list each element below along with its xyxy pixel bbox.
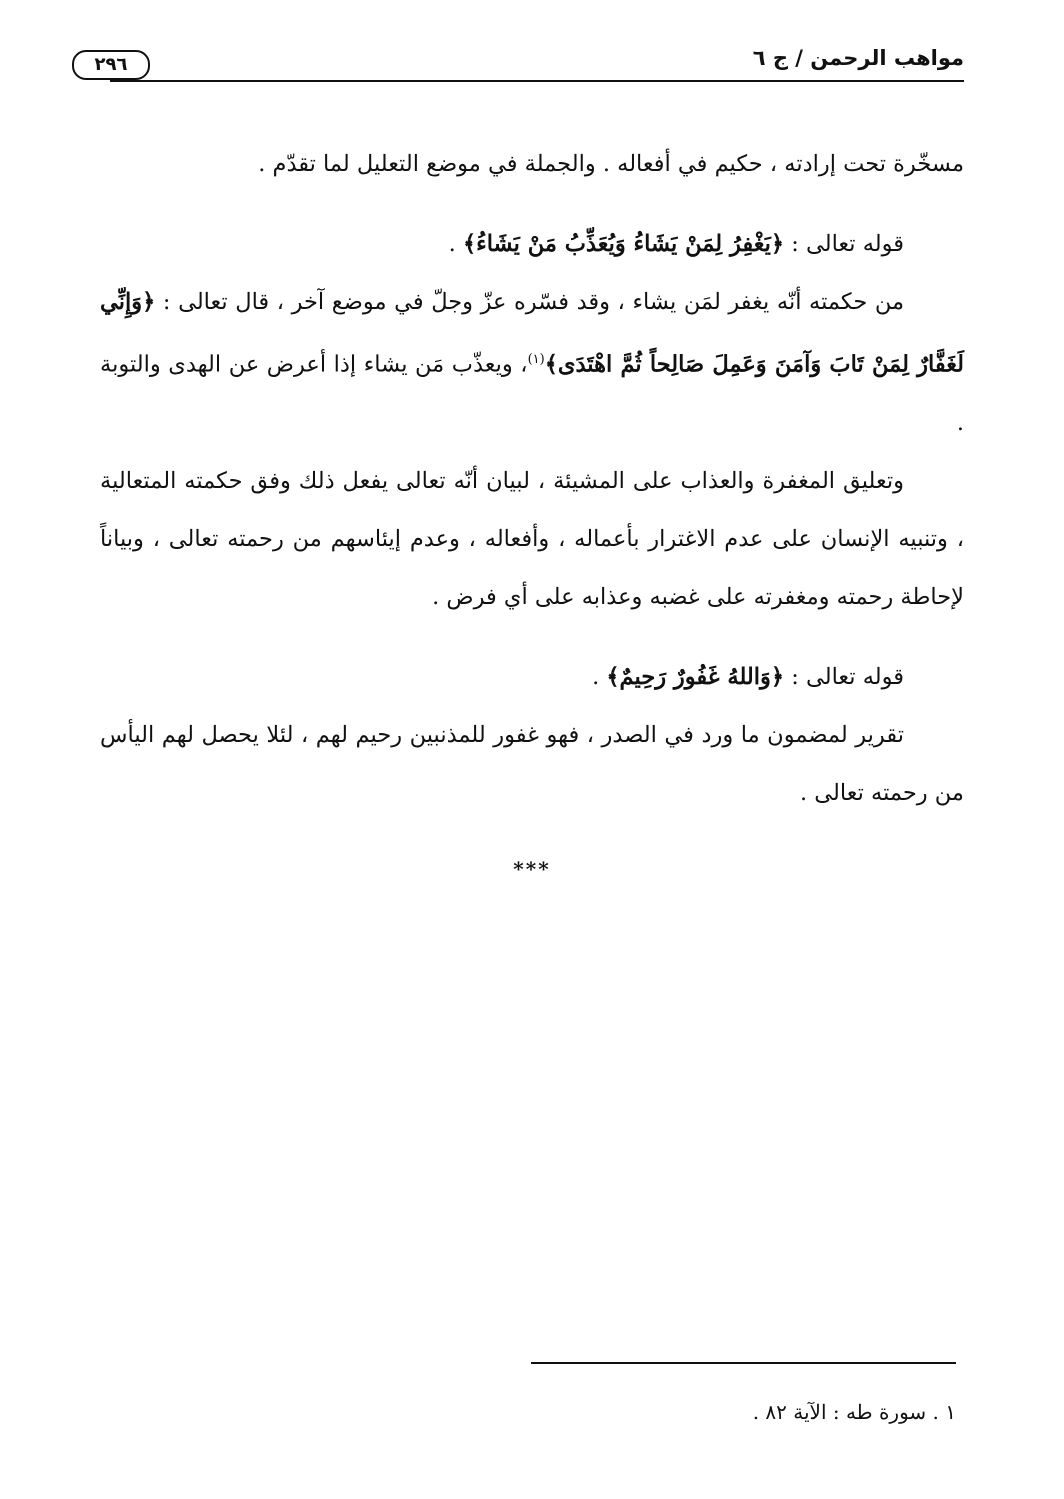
main-content bbox=[100, 135, 964, 898]
verse-end: . bbox=[448, 231, 463, 257]
header-rule bbox=[110, 80, 964, 82]
verse-end: . bbox=[592, 663, 607, 690]
paragraph-4: وتعليق المغفرة والعذاب على المشيئة ، لبيان أنّه تعالى يفعل ذلك وفق حكمته المتعالية ، وتنبيه الإنسان على عدم الاغترار بأعماله ، وأفعاله ، وعدم إيئاسهم من رحمته تعالى ، وبياناً لإحاطة رحمته ومغفرته على غضبه وعذابه على أي فرض . bbox=[100, 467, 964, 610]
verse-heading-1 bbox=[100, 215, 964, 273]
verse-intro: قوله تعالى : bbox=[784, 231, 904, 257]
verse-heading-2 bbox=[100, 648, 964, 706]
section-separator: *** bbox=[513, 856, 551, 881]
paragraph-text: من حكمته أنّه يغفر لمَن يشاء ، وقد فسّره عزّ وجلّ في موضع آخر ، قال تعالى : bbox=[155, 289, 904, 315]
footnote-rule bbox=[531, 1362, 956, 1364]
running-title: مواهب الرحمن / ج ٦ bbox=[752, 46, 964, 70]
quran-verse: ﴿وَاللهُ غَفُورٌ رَحِيمٌ﴾ bbox=[606, 663, 785, 690]
page-header bbox=[72, 42, 964, 82]
footnote-ref: (١) bbox=[527, 352, 545, 367]
paragraph-3 bbox=[100, 273, 964, 452]
paragraph-text: ، ويعذّب مَن يشاء إذا أعرض عن الهدى والتوبة . bbox=[100, 351, 964, 436]
page-number: ٢٩٦ bbox=[72, 50, 150, 80]
quran-verse: ﴿يَغْفِرُ لِمَنْ يَشَاءُ وَيُعَذِّبُ مَنْ يَشَاءُ﴾ bbox=[462, 231, 785, 257]
quran-verse: ﴿وَإِنِّي لَغَفَّارٌ لِمَنْ تَابَ وَآمَنَ وَعَمِلَ صَالِحاً ثُمَّ اهْتَدَى﴾ bbox=[100, 289, 964, 378]
paragraph-1: مسخّرة تحت إرادته ، حكيم في أفعاله . والجملة في موضع التعليل لما تقدّم . bbox=[258, 151, 964, 177]
footnote: ١ . سورة طه : الآية ٨٢ . bbox=[752, 1400, 956, 1424]
verse-intro: قوله تعالى : bbox=[784, 663, 904, 690]
paragraph-6: تقرير لمضمون ما ورد في الصدر ، فهو غفور للمذنبين رحيم لهم ، لئلا يحصل لهم اليأس من رحمته تعالى . bbox=[100, 721, 964, 806]
